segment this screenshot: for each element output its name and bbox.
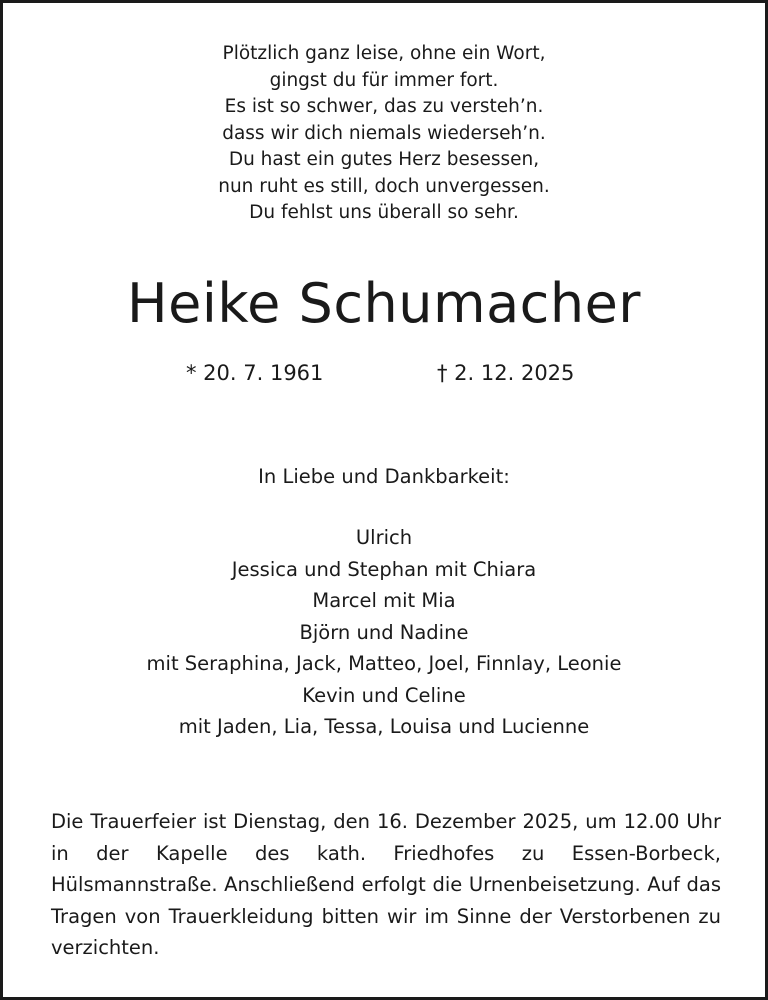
mourner-entry: Ulrich: [355, 526, 413, 549]
mourner-entry: mit Seraphina, Jack, Matteo, Joel, Finnlay, Leonie: [146, 652, 622, 675]
poem-line: Plötzlich ganz leise, ohne ein Wort,: [222, 43, 546, 64]
deceased-name: Heike Schumacher: [126, 272, 641, 335]
funeral-notice: Die Trauerfeier ist Dienstag, den 16. Dezember 2025, um 12.00 Uhr in der Kapelle des kath. Friedhofes zu Essen-Borbeck, Hülsmannstraße. Anschließend erfolgt die Urnenbeisetzung. Auf das Tragen von Trauerkleidung bitten wir im Sinne der Verstorbenen zu verzichten.: [51, 810, 721, 959]
poem-line: Es ist so schwer, das zu versteh’n.: [224, 96, 544, 117]
poem-line: Du fehlst uns überall so sehr.: [249, 202, 519, 223]
mourner-entry: Jessica und Stephan mit Chiara: [231, 557, 537, 581]
mourner-entry: Björn und Nadine: [299, 620, 469, 644]
poem-line: gingst du für immer fort.: [269, 69, 499, 91]
memorial-poem: [3, 41, 765, 227]
death-date: † 2. 12. 2025: [437, 361, 575, 385]
dedication-line: In Liebe und Dankbarkeit:: [258, 465, 510, 488]
mourner-entry: Kevin und Celine: [302, 683, 466, 707]
poem-line: Du hast ein gutes Herz besessen,: [228, 149, 540, 170]
birth-date: * 20. 7. 1961: [186, 361, 324, 385]
mourner-entry: Marcel mit Mia: [312, 589, 456, 612]
mourner-entry: mit Jaden, Lia, Tessa, Louisa und Lucienne: [178, 715, 590, 738]
poem-line: dass wir dich niemals wiederseh’n.: [222, 122, 546, 144]
mourners-list: [3, 522, 765, 743]
poem-line: nun ruht es still, doch unvergessen.: [218, 175, 550, 197]
